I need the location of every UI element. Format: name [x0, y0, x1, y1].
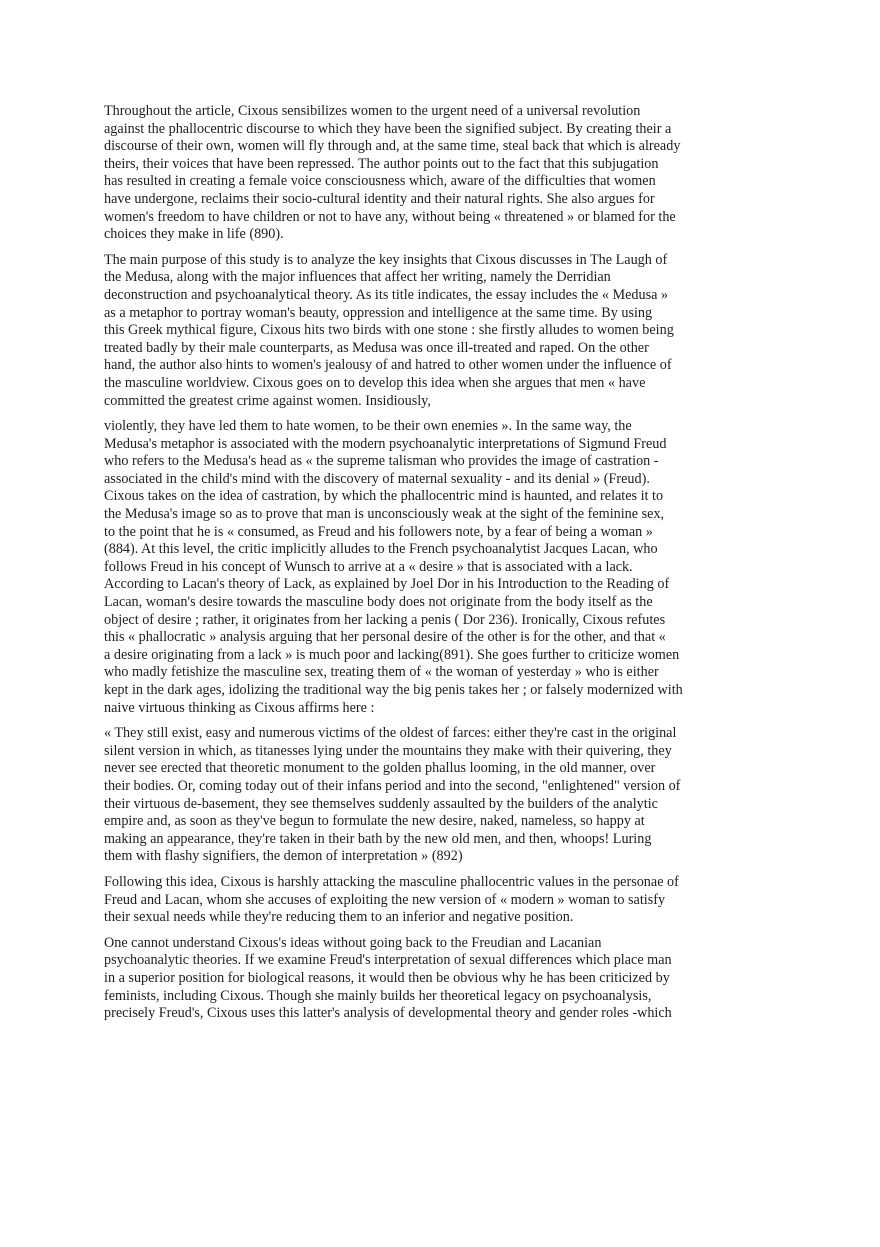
text-line: a desire originating from a lack » is much poor and lacking(891). She goes further to criticize women — [104, 646, 680, 663]
text-line: precisely Freud's, Cixous uses this latter's analysis of developmental theory and gender roles -which — [104, 1005, 672, 1022]
text-line: who refers to the Medusa's head as « the supreme talisman who provides the image of castration - — [104, 453, 659, 470]
text-line: According to Lacan's theory of Lack, as explained by Joel Dor in his Introduction to the Reading of — [104, 576, 670, 593]
paragraph — [104, 935, 724, 1023]
text-line: follows Freud in his concept of Wunsch to arrive at a « desire » that is associated with a lack. — [104, 558, 633, 575]
text-line: « They still exist, easy and numerous victims of the oldest of farces: either they're cast in the original — [104, 725, 677, 742]
text-line: object of desire ; rather, it originates from her lacking a penis ( Dor 236). Ironically, Cixous refutes — [104, 611, 666, 628]
paragraph — [104, 252, 724, 410]
text-line: making an appearance, they're taken in their bath by the new old men, and then, whoops! Luring — [104, 830, 652, 847]
text-line: discourse of their own, women will fly through and, at the same time, steal back that which is already — [104, 138, 681, 155]
text-line: (884). At this level, the critic implicitly alludes to the French psychoanalytist Jacques Lacan, who — [104, 541, 658, 558]
text-line: feminists, including Cixous. Though she mainly builds her theoretical legacy on psychoanalysis, — [104, 987, 652, 1004]
paragraph — [104, 725, 724, 866]
text-line: Freud and Lacan, whom she accuses of exploiting the new version of « modern » woman to satisfy — [104, 891, 666, 908]
text-line: this « phallocratic » analysis arguing that her personal desire of the other is for the other, and that « — [104, 629, 666, 646]
text-line: in a superior position for biological reasons, it would then be obvious why he has been criticized by — [104, 969, 670, 986]
text-line: them with flashy signifiers, the demon of interpretation » (892) — [104, 848, 463, 865]
text-line: choices they make in life (890). — [104, 226, 284, 243]
text-line: the masculine worldview. Cixous goes on to develop this idea when she argues that men « have — [104, 374, 646, 391]
text-line: the Medusa's image so as to prove that man is unconsciously weak at the sight of the feminine sex, — [104, 506, 665, 523]
text-line: who madly fetishize the masculine sex, treating them of « the woman of yesterday » who is either — [104, 664, 659, 681]
text-line: as a metaphor to portray woman's beauty, oppression and intelligence at the same time. By using — [104, 304, 653, 321]
text-line: violently, they have led them to hate women, to be their own enemies ». In the same way, the — [104, 418, 632, 435]
text-line: Throughout the article, Cixous sensibilizes women to the urgent need of a universal revolution — [104, 103, 641, 119]
text-line: have undergone, reclaims their socio-cultural identity and their natural rights. She also argues for — [104, 190, 655, 207]
text-line: the Medusa, along with the major influences that affect her writing, namely the Derridian — [104, 269, 611, 286]
text-line: Lacan, woman's desire towards the masculine body does not originate from the body itself as the — [104, 594, 653, 611]
text-line: silent version in which, as titanesses lying under the mountains they make with their quivering, they — [104, 742, 672, 759]
text-line: hand, the author also hints to women's jealousy of and hatred to other women under the influence of — [104, 357, 672, 374]
document-page — [104, 103, 724, 1031]
text-line: Cixous takes on the idea of castration, by which the phallocentric mind is haunted, and relates it to — [104, 488, 664, 505]
text-line: women's freedom to have children or not to have any, without being « threatened » or blamed for the — [104, 208, 676, 225]
text-line: theirs, their voices that have been repressed. The author points out to the fact that this subjugation — [104, 155, 659, 172]
text-line: their sexual needs while they're reducing them to an inferior and negative position. — [104, 909, 574, 926]
text-line: to the point that he is « consumed, as Freud and his followers note, by a fear of being a woman » — [104, 523, 653, 540]
text-line: The main purpose of this study is to analyze the key insights that Cixous discusses in The Laugh of — [104, 251, 668, 268]
text-line: committed the greatest crime against women. Insidiously, — [104, 392, 431, 409]
body-text — [104, 103, 724, 1023]
paragraph — [104, 103, 724, 244]
text-line: One cannot understand Cixous's ideas without going back to the Freudian and Lacanian — [104, 934, 602, 951]
text-line: empire and, as soon as they've begun to formulate the new desire, naked, nameless, so happy at — [104, 813, 645, 830]
text-line: associated in the child's mind with the discovery of maternal sexuality - and its denial » (Freud). — [104, 470, 650, 487]
paragraph — [104, 874, 724, 927]
text-line: never see erected that theoretic monument to the golden phallus looming, in the old manner, over — [104, 760, 656, 777]
text-line: Medusa's metaphor is associated with the modern psychoanalytic interpretations of Sigmund Freud — [104, 435, 667, 452]
text-line: against the phallocentric discourse to which they have been the signified subject. By creating their a — [104, 120, 672, 137]
text-line: naive virtuous thinking as Cixous affirms here : — [104, 699, 375, 716]
text-line: Following this idea, Cixous is harshly attacking the masculine phallocentric values in the personae of — [104, 873, 679, 890]
text-line: their bodies. Or, coming today out of their infans period and into the second, "enlightened" version of — [104, 777, 681, 794]
text-line: psychoanalytic theories. If we examine Freud's interpretation of sexual differences which place man — [104, 952, 672, 969]
text-line: treated badly by their male counterparts, as Medusa was once ill-treated and raped. On the other — [104, 339, 649, 356]
paragraph — [104, 418, 724, 717]
text-line: has resulted in creating a female voice consciousness which, aware of the difficulties that women — [104, 173, 656, 190]
text-line: this Greek mythical figure, Cixous hits two birds with one stone : she firstly alludes to women being — [104, 322, 674, 339]
text-line: deconstruction and psychoanalytical theory. As its title indicates, the essay includes the « Medusa » — [104, 286, 669, 303]
text-line: their virtuous de-basement, they see themselves suddenly assaulted by the builders of the analytic — [104, 795, 658, 812]
text-line: kept in the dark ages, idolizing the traditional way the big penis takes her ; or falsely modernized with — [104, 682, 683, 698]
